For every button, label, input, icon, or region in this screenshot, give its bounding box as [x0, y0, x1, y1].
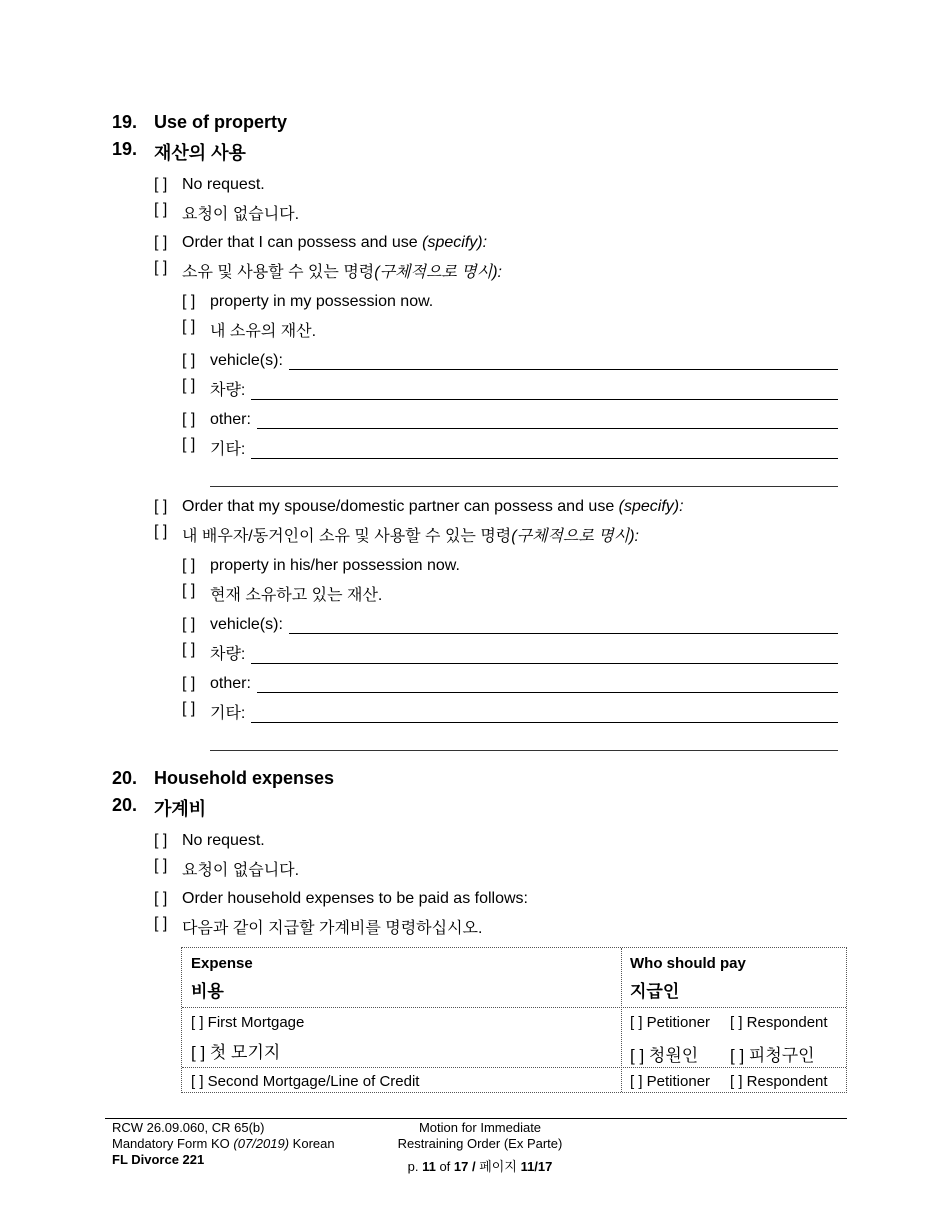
- section-19-title: Use of property: [154, 112, 288, 132]
- checkbox-order-expenses[interactable]: [ ]: [154, 890, 168, 907]
- row2-respondent-checkbox[interactable]: [ ] Respondent: [730, 1073, 828, 1090]
- spouse-property-label-ko: 현재 소유하고 있는 재산.: [210, 587, 383, 604]
- section-19-number-ko: 19.: [112, 139, 138, 159]
- section-20-title-ko: 가계비: [154, 799, 207, 819]
- checkbox-spouse-other-ko[interactable]: [ ]: [182, 700, 196, 717]
- spouse-other-field[interactable]: [210, 675, 838, 693]
- order-spouse-label-ko: 내 배우자/동거인이 소유 및 사용할 수 있는 명령(구체적으로 명시):: [182, 528, 639, 545]
- checkbox-no-request-20[interactable]: [ ]: [154, 832, 168, 849]
- spouse-other-label: other:: [210, 675, 251, 692]
- my-vehicle-label-ko: 차량:: [210, 382, 246, 399]
- row2-petitioner-checkbox[interactable]: [ ] Petitioner: [630, 1073, 711, 1090]
- checkbox-my-other[interactable]: [ ]: [182, 411, 196, 428]
- my-property-label-ko: 내 소유의 재산.: [210, 323, 317, 340]
- checkbox-order-spouse[interactable]: [ ]: [154, 498, 168, 515]
- row1-respondent-checkbox[interactable]: [ ] Respondent: [730, 1014, 828, 1031]
- my-vehicle-field[interactable]: [210, 352, 838, 370]
- my-vehicle-field-ko[interactable]: [210, 377, 838, 400]
- checkbox-order-spouse-ko[interactable]: [ ]: [154, 523, 168, 540]
- section-19-title-ko: 재산의 사용: [154, 143, 246, 163]
- checkbox-my-property-ko[interactable]: [ ]: [182, 318, 196, 335]
- my-other-field[interactable]: [210, 411, 838, 429]
- footer-form-version: Mandatory Form KO (07/2019) Korean: [112, 1136, 335, 1151]
- expense-first-mortgage[interactable]: [ ] First Mortgage: [191, 1014, 305, 1031]
- spouse-property-label: property in his/her possession now.: [210, 557, 460, 574]
- checkbox-my-vehicle[interactable]: [ ]: [182, 352, 196, 369]
- checkbox-my-vehicle-ko[interactable]: [ ]: [182, 377, 196, 394]
- order-expenses-label: Order household expenses to be paid as follows:: [182, 890, 528, 907]
- checkbox-no-request-19-ko[interactable]: [ ]: [154, 201, 168, 218]
- order-me-label-ko: 소유 및 사용할 수 있는 명령(구체적으로 명시):: [182, 264, 502, 281]
- checkbox-no-request-19[interactable]: [ ]: [154, 176, 168, 193]
- order-spouse-label: Order that my spouse/domestic partner can possess and use (specify):: [182, 498, 684, 515]
- checkbox-no-request-20-ko[interactable]: [ ]: [154, 857, 168, 874]
- my-other-extra-line[interactable]: [210, 486, 838, 487]
- checkbox-spouse-property[interactable]: [ ]: [182, 557, 196, 574]
- row1-respondent-checkbox-ko[interactable]: [ ] 피청구인: [730, 1046, 815, 1065]
- expense-first-mortgage-ko[interactable]: [ ] 첫 모기지: [191, 1043, 281, 1062]
- expense-second-mortgage[interactable]: [ ] Second Mortgage/Line of Credit: [191, 1073, 420, 1090]
- my-other-label: other:: [210, 411, 251, 428]
- no-request-20-label: No request.: [182, 832, 265, 849]
- row1-petitioner-checkbox-ko[interactable]: [ ] 청원인: [630, 1046, 699, 1065]
- footer-form-id: FL Divorce 221: [112, 1152, 205, 1167]
- spouse-vehicle-label: vehicle(s):: [210, 616, 283, 633]
- my-other-field-ko[interactable]: [210, 436, 838, 459]
- col-payer-header-ko: 지급인: [630, 982, 680, 1001]
- my-property-label: property in my possession now.: [210, 293, 434, 310]
- expense-table: [181, 947, 847, 1093]
- footer-rule: [105, 1118, 847, 1119]
- checkbox-spouse-vehicle-ko[interactable]: [ ]: [182, 641, 196, 658]
- spouse-other-extra-line[interactable]: [210, 750, 838, 751]
- no-request-label-ko: 요청이 없습니다.: [182, 206, 300, 223]
- checkbox-order-me-ko[interactable]: [ ]: [154, 259, 168, 276]
- col-expense-header-ko: 비용: [191, 982, 224, 1001]
- checkbox-spouse-property-ko[interactable]: [ ]: [182, 582, 196, 599]
- spouse-vehicle-field-ko[interactable]: [210, 641, 838, 664]
- checkbox-order-expenses-ko[interactable]: [ ]: [154, 915, 168, 932]
- footer-title-line1: Motion for Immediate: [418, 1120, 542, 1135]
- no-request-label: No request.: [182, 176, 265, 193]
- order-expenses-label-ko: 다음과 같이 지급할 가계비를 명령하십시오.: [182, 920, 483, 937]
- section-20-number: 20.: [112, 768, 138, 788]
- footer-page-number: p. 11 of 17 / 페이지 11/17: [407, 1159, 553, 1174]
- col-payer-header: Who should pay: [630, 955, 746, 972]
- my-vehicle-label: vehicle(s):: [210, 352, 283, 369]
- checkbox-my-property[interactable]: [ ]: [182, 293, 196, 310]
- spouse-other-label-ko: 기타:: [210, 705, 246, 722]
- no-request-20-label-ko: 요청이 없습니다.: [182, 862, 300, 879]
- section-19-number: 19.: [112, 112, 138, 132]
- order-me-label: Order that I can possess and use (specify):: [182, 234, 488, 251]
- spouse-vehicle-label-ko: 차량:: [210, 646, 246, 663]
- section-20-number-ko: 20.: [112, 795, 138, 815]
- section-20-title: Household expenses: [154, 768, 335, 788]
- checkbox-spouse-other[interactable]: [ ]: [182, 675, 196, 692]
- spouse-vehicle-field[interactable]: [210, 616, 838, 634]
- col-expense-header: Expense: [191, 955, 253, 972]
- my-other-label-ko: 기타:: [210, 441, 246, 458]
- checkbox-my-other-ko[interactable]: [ ]: [182, 436, 196, 453]
- footer-title-line2: Restraining Order (Ex Parte): [397, 1136, 563, 1151]
- checkbox-spouse-vehicle[interactable]: [ ]: [182, 616, 196, 633]
- row1-petitioner-checkbox[interactable]: [ ] Petitioner: [630, 1014, 711, 1031]
- footer-rcw: RCW 26.09.060, CR 65(b): [112, 1120, 265, 1135]
- checkbox-order-me[interactable]: [ ]: [154, 234, 168, 251]
- spouse-other-field-ko[interactable]: [210, 700, 838, 723]
